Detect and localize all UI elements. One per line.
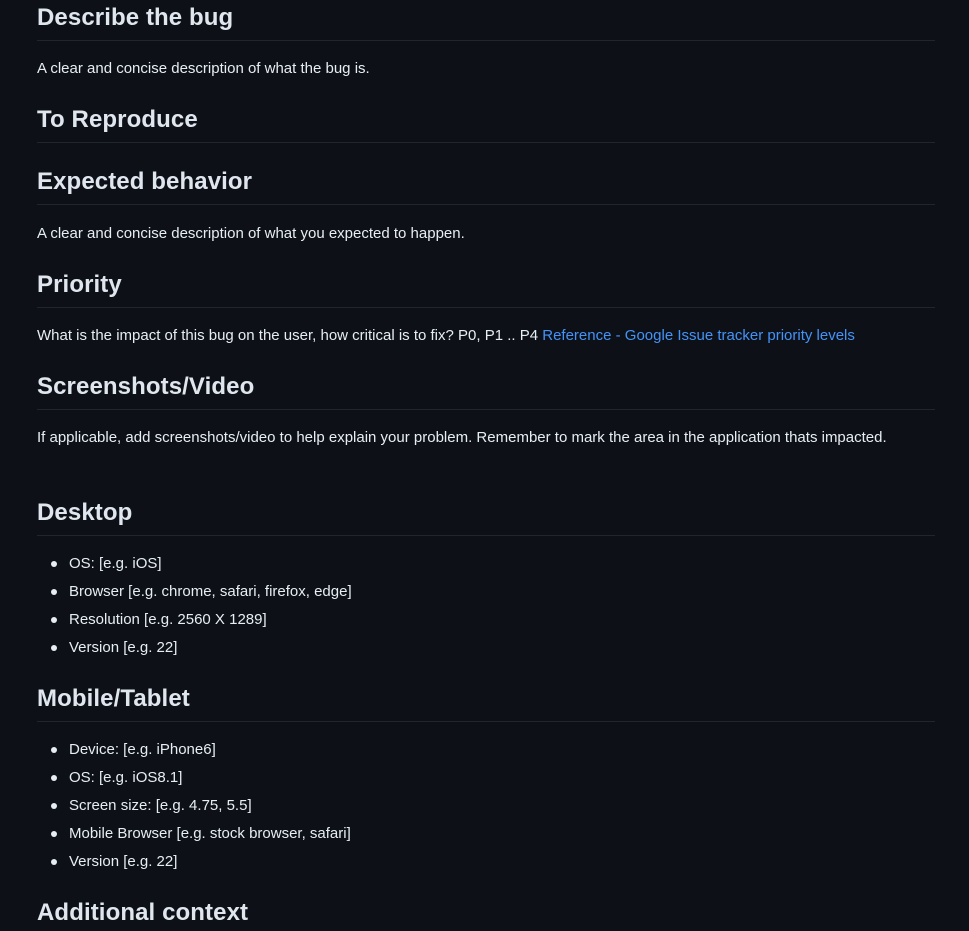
list-item-text: Resolution [e.g. 2560 X 1289]	[69, 611, 267, 628]
list-item	[69, 554, 935, 574]
priority-text: What is the impact of this bug on the user, how critical is to fix? P0, P1 .. P4	[37, 327, 543, 344]
bullet-icon	[51, 775, 57, 781]
desktop-list	[37, 554, 935, 658]
list-item	[69, 852, 935, 872]
bullet-icon	[51, 561, 57, 567]
bullet-icon	[51, 589, 57, 595]
heading-screenshots-video: Screenshots/Video	[37, 373, 935, 410]
heading-expected-behavior: Expected behavior	[37, 168, 935, 205]
list-item	[69, 638, 935, 658]
bullet-icon	[51, 747, 57, 753]
list-item-text: Version [e.g. 22]	[69, 853, 178, 870]
bullet-icon	[51, 803, 57, 809]
heading-to-reproduce: To Reproduce	[37, 106, 935, 143]
mobile-list	[37, 740, 935, 872]
list-item	[69, 582, 935, 602]
describe-bug-text: A clear and concise description of what the bug is.	[37, 60, 370, 77]
list-item	[69, 768, 935, 788]
list-item-text: OS: [e.g. iOS8.1]	[69, 769, 183, 786]
section-mobile-tablet	[37, 685, 935, 880]
section-desktop	[37, 499, 935, 666]
list-item-text: Screen size: [e.g. 4.75, 5.5]	[69, 797, 252, 814]
bullet-icon	[51, 645, 57, 651]
heading-additional-context: Additional context	[37, 899, 935, 931]
heading-mobile-tablet: Mobile/Tablet	[37, 685, 935, 722]
section-to-reproduce	[37, 106, 935, 143]
list-item-text: Mobile Browser [e.g. stock browser, safari]	[69, 825, 351, 842]
bullet-icon	[51, 859, 57, 865]
list-item-text: Device: [e.g. iPhone6]	[69, 741, 216, 758]
list-item-text: Version [e.g. 22]	[69, 639, 178, 656]
list-item-text: Browser [e.g. chrome, safari, firefox, edge]	[69, 583, 352, 600]
list-item	[69, 610, 935, 630]
bullet-icon	[51, 617, 57, 623]
section-priority	[37, 271, 935, 348]
heading-describe-bug: Describe the bug	[37, 4, 935, 41]
list-item	[69, 740, 935, 760]
screenshots-video-text: If applicable, add screenshots/video to help explain your problem. Remember to mark the area in the application thats impacted.	[37, 429, 887, 446]
section-screenshots-video	[37, 373, 935, 450]
heading-desktop: Desktop	[37, 499, 935, 536]
list-item	[69, 824, 935, 844]
bullet-icon	[51, 831, 57, 837]
priority-reference-link[interactable]: Reference - Google Issue tracker priority levels	[542, 327, 855, 344]
heading-priority: Priority	[37, 271, 935, 308]
section-describe-bug	[37, 4, 935, 81]
priority-paragraph	[37, 324, 935, 348]
list-item	[69, 796, 935, 816]
expected-behavior-text: A clear and concise description of what you expected to happen.	[37, 225, 465, 242]
section-additional-context	[37, 899, 935, 931]
section-expected-behavior	[37, 168, 935, 246]
list-item-text: OS: [e.g. iOS]	[69, 555, 162, 572]
